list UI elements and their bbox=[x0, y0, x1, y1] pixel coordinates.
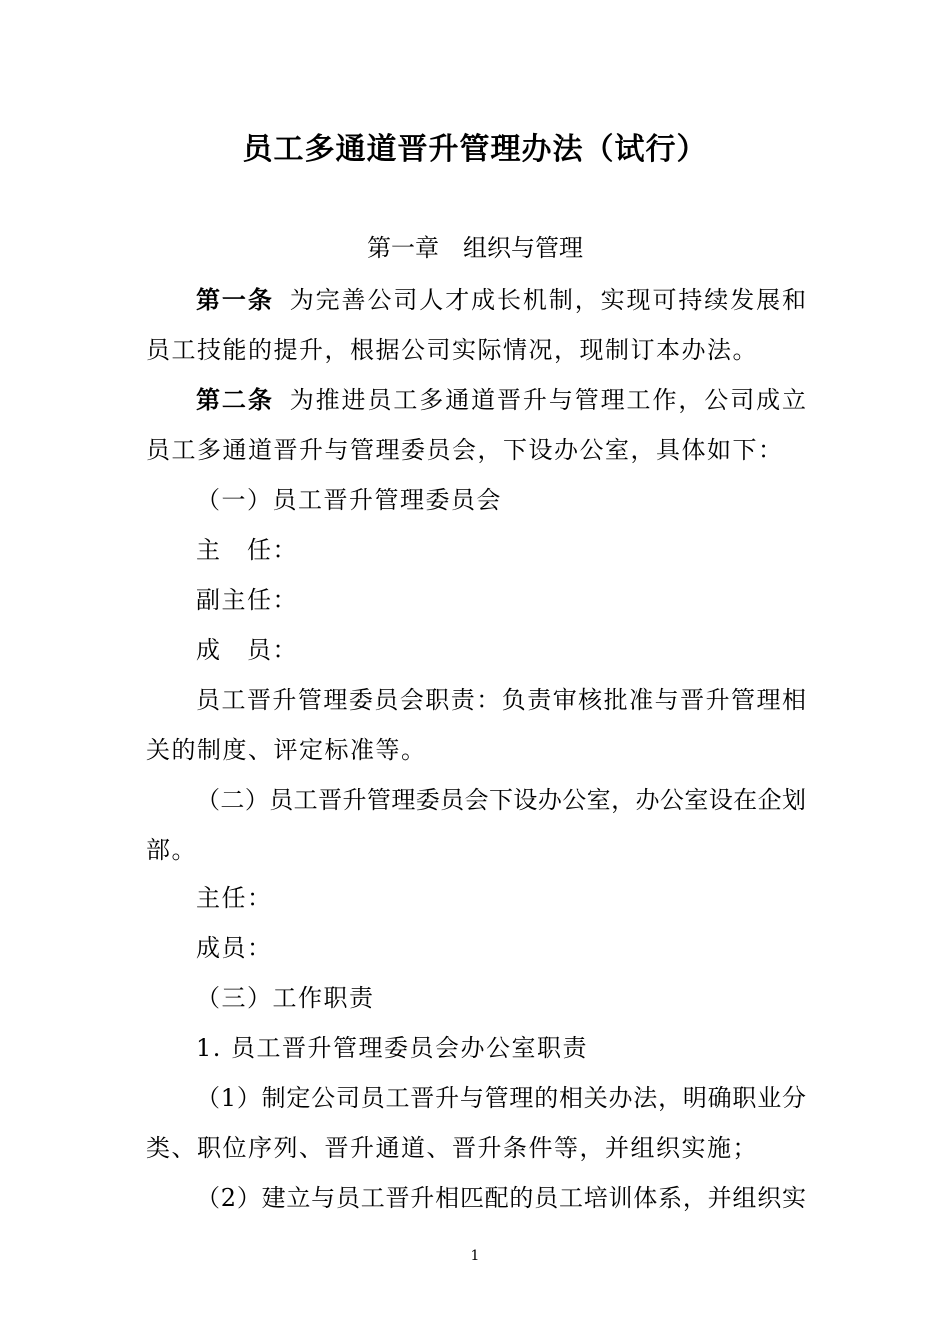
article-2-text-1: 为推进员工多通道晋升与管理工作，公司成立 bbox=[289, 386, 807, 414]
section-2-line-1: （二）员工晋升管理委员会下设办公室，办公室设在企划 bbox=[196, 786, 806, 814]
article-1-line-1 bbox=[196, 282, 806, 318]
section-3-sub-1-line-2: 类、职位序列、晋升通道、晋升条件等，并组织实施； bbox=[146, 1134, 758, 1162]
section-1-duty-line-2: 关的制度、评定标准等。 bbox=[146, 736, 427, 764]
section-3-item-1-heading: 1. 员工晋升管理委员会办公室职责 bbox=[196, 1034, 589, 1062]
article-1-text-1: 为完善公司人才成长机制，实现可持续发展和 bbox=[289, 286, 807, 314]
section-1-deputy-director: 副主任： bbox=[196, 586, 298, 614]
section-3-sub-1-line-1: （1）制定公司员工晋升与管理的相关办法，明确职业分 bbox=[196, 1084, 806, 1112]
page-number: 1 bbox=[470, 1248, 480, 1264]
article-1-line-2: 员工技能的提升，根据公司实际情况，现制订本办法。 bbox=[146, 336, 758, 364]
section-1-heading: （一）员工晋升管理委员会 bbox=[196, 486, 502, 514]
section-1-members: 成 员： bbox=[196, 636, 298, 664]
section-3-heading: （三）工作职责 bbox=[196, 984, 375, 1012]
article-2-line-2: 员工多通道晋升与管理委员会，下设办公室，具体如下： bbox=[146, 436, 784, 464]
article-2-label: 第二条 bbox=[196, 386, 274, 414]
section-2-line-2: 部。 bbox=[146, 836, 197, 864]
section-3-sub-2-line-1: （2）建立与员工晋升相匹配的员工培训体系，并组织实 bbox=[196, 1184, 806, 1212]
section-1-director: 主 任： bbox=[196, 536, 298, 564]
chapter-heading: 第一章 组织与管理 bbox=[367, 234, 583, 262]
section-2-members: 成员： bbox=[196, 934, 273, 962]
article-2-line-1 bbox=[196, 382, 806, 418]
page-title: 员工多通道晋升管理办法（试行） bbox=[242, 132, 708, 167]
article-1-label: 第一条 bbox=[196, 286, 274, 314]
section-1-duty-line-1: 员工晋升管理委员会职责：负责审核批准与晋升管理相 bbox=[196, 686, 806, 714]
section-2-director: 主任： bbox=[196, 884, 273, 912]
